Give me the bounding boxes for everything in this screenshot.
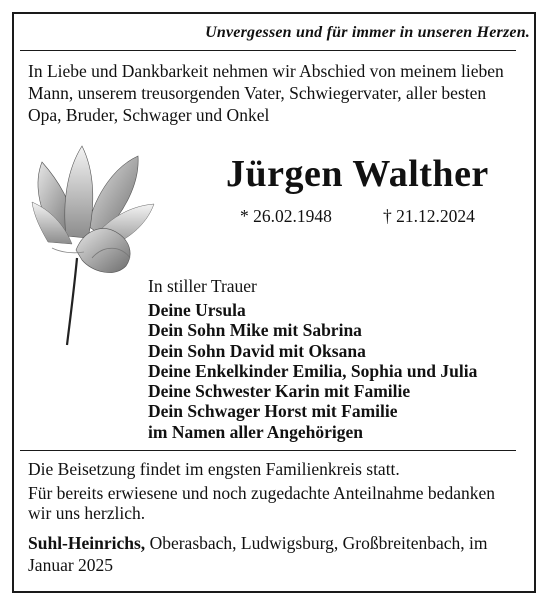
mourner-line: Deine Enkelkinder Emilia, Sophia und Julia — [148, 360, 478, 381]
mourner-line: Dein Sohn Mike mit Sabrina — [148, 320, 362, 341]
deceased-name: Jürgen Walther — [226, 153, 489, 195]
birth-date: * 26.02.1948 — [240, 206, 332, 226]
mourners-list — [148, 300, 477, 442]
place-rest: Oberasbach, Ludwigsburg, Großbreitenbach, im Januar 2025 — [28, 533, 488, 575]
mourner-line: im Namen aller Angehörigen — [148, 421, 364, 442]
mourner-line: Deine Schwester Karin mit Familie — [148, 381, 411, 402]
mourners-heading: In stiller Trauer — [148, 276, 257, 296]
intro-text: In Liebe und Dankbarkeit nehmen wir Abschied von meinem lieben Mann, unserem treusorgenden Vater, Schwiegervater, aller besten Opa, Bruder, Schwager und Onkel — [28, 61, 504, 125]
place-and-date — [28, 532, 508, 576]
top-divider — [20, 50, 516, 51]
thanks-text: Für bereits erwiesene und noch zugedachte Anteilnahme bedanken wir uns herzlich. — [28, 483, 495, 523]
burial-notice: Die Beisetzung findet im engsten Familienkreis statt. — [28, 459, 400, 479]
lotus-flower-icon — [30, 140, 158, 350]
death-date: † 21.12.2024 — [383, 206, 475, 226]
motto: Unvergessen und für immer in unseren Herzen. — [205, 24, 530, 41]
place-bold: Suhl-Heinrichs, — [28, 533, 146, 553]
mourner-line: Dein Sohn David mit Oksana — [148, 340, 366, 361]
mourner-line: Deine Ursula — [148, 300, 246, 320]
mourner-line: Dein Schwager Horst mit Familie — [148, 401, 398, 422]
bottom-divider — [20, 450, 516, 451]
